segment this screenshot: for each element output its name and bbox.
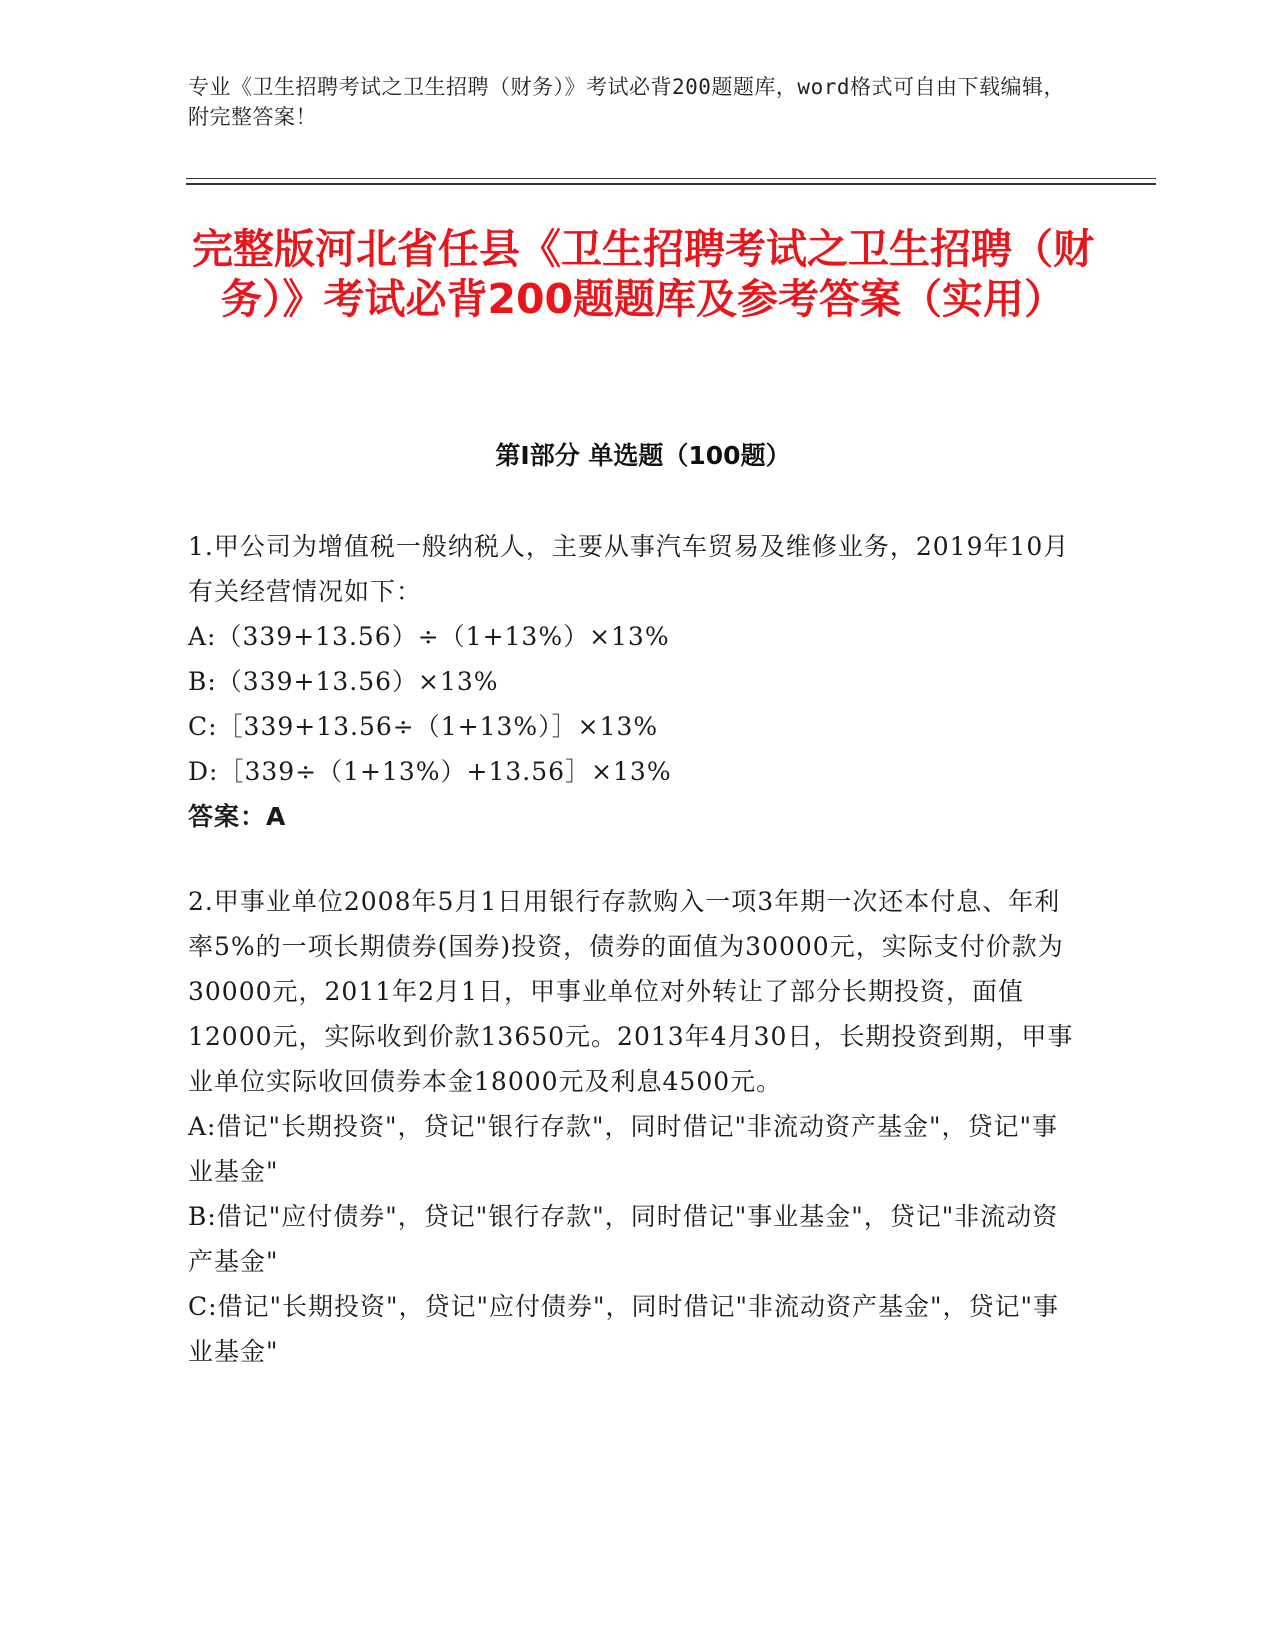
option-b: B:（339+13.56）×13% — [188, 667, 499, 696]
option-c: C:［339+13.56÷（1+13%）］×13% — [188, 712, 659, 741]
option-a: A:（339+13.56）÷（1+13%）×13% — [188, 622, 670, 651]
header-divider-thick — [186, 183, 1156, 185]
question-stem: 1.甲公司为增值税一般纳税人，主要从事汽车贸易及维修业务，2019年10月有关经营情况如下： — [188, 532, 1070, 606]
option-d: D:［339÷（1+13%）+13.56］×13% — [188, 757, 672, 786]
section-heading: 第Ⅰ部分 单选题（100题） — [495, 441, 791, 470]
question-list — [188, 524, 1078, 1414]
header-note: 专业《卫生招聘考试之卫生招聘（财务）》考试必背200题题库，word格式可自由下载编辑，附完整答案！ — [188, 75, 1065, 129]
option-c: C:借记"长期投资"，贷记"应付债券"，同时借记"非流动资产基金"，贷记"事业基金" — [188, 1292, 1060, 1366]
document-title: 完整版河北省任县《卫生招聘考试之卫生招聘（财务）》考试必背200题题库及参考答案（实用） — [192, 225, 1094, 323]
question-stem: 2.甲事业单位2008年5月1日用银行存款购入一项3年期一次还本付息、年利率5%的一项长期债券(国券)投资，债券的面值为30000元，实际支付价款为30000元，2011年2月1日，甲事业单位对外转让了部分长期投资，面值12000元，实际收到价款13650元。2013年4月30日，长期投资到期，甲事业单位实际收回债券本金18000元及利息4500元。 — [188, 887, 1074, 1096]
question-2 — [188, 879, 1078, 1374]
answer-label: 答案：A — [188, 802, 287, 831]
option-b: B:借记"应付债券"，贷记"银行存款"，同时借记"事业基金"，贷记"非流动资产基金" — [188, 1202, 1059, 1276]
question-1 — [188, 524, 1078, 839]
header-divider-thin — [186, 178, 1156, 179]
option-a: A:借记"长期投资"，贷记"银行存款"，同时借记"非流动资产基金"，贷记"事业基金" — [188, 1112, 1058, 1186]
